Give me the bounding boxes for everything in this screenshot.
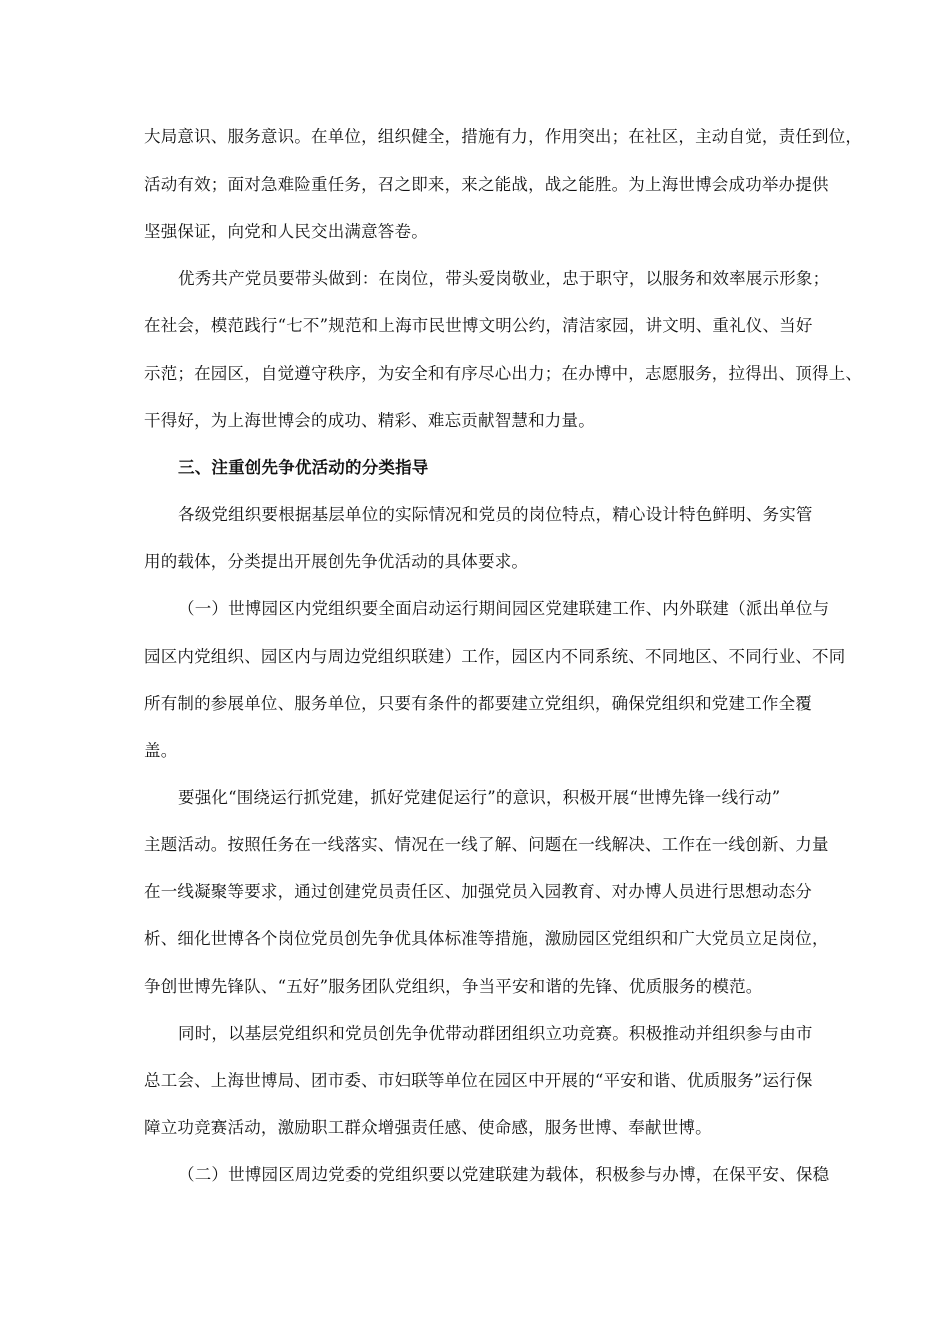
text-line: 示范；在园区，自觉遵守秩序，为安全和有序尽心出力；在办博中，志愿服务，拉得出、顶得上、 [144,364,863,383]
text-line: 活动有效；面对急难险重任务，召之即来，来之能战，战之能胜。为上海世博会成功举办提供 [144,175,829,194]
paragraph-start: 各级党组织要根据基层单位的实际情况和党员的岗位特点，精心设计特色鲜明、务实管 [178,505,813,524]
text-line: 干得好，为上海世博会的成功、精彩、难忘贡献智慧和力量。 [144,411,595,430]
text-line: 坚强保证，向党和人民交出满意答卷。 [144,222,428,241]
paragraph-start: 要强化“围绕运行抓党建，抓好党建促运行”的意识，积极开展“世博先锋一线行动” [178,788,781,807]
text-line: 大局意识、服务意识。在单位，组织健全，措施有力，作用突出；在社区，主动自觉，责任到位， [144,127,863,146]
text-line: 总工会、上海世博局、团市委、市妇联等单位在园区中开展的“平安和谐、优质服务”运行保 [144,1071,813,1090]
text-line: 在一线凝聚等要求，通过创建党员责任区、加强党员入园教育、对办博人员进行思想动态分 [144,882,812,901]
text-line: 主题活动。按照任务在一线落实、情况在一线了解、问题在一线解决、工作在一线创新、力量 [144,835,829,854]
paragraph-start: （一）世博园区内党组织要全面启动运行期间园区党建联建工作、内外联建（派出单位与 [178,599,830,618]
text-line: 园区内党组织、园区内与周边党组织联建）工作，园区内不同系统、不同地区、不同行业、不同 [144,647,846,666]
text-line: 障立功竞赛活动，激励职工群众增强责任感、使命感，服务世博、奉献世博。 [144,1118,712,1137]
text-line: 用的载体，分类提出开展创先争优活动的具体要求。 [144,552,529,571]
paragraph-start: （二）世博园区周边党委的党组织要以党建联建为载体，积极参与办博，在保平安、保稳 [178,1165,830,1184]
paragraph-start: 同时，以基层党组织和党员创先争优带动群团组织立功竞赛。积极推动并组织参与由市 [178,1024,813,1043]
paragraph-start: 优秀共产党员要带头做到：在岗位，带头爱岗敬业，忠于职守，以服务和效率展示形象； [178,269,830,288]
text-line: 所有制的参展单位、服务单位，只要有条件的都要建立党组织，确保党组织和党建工作全覆 [144,694,812,713]
section-heading: 三、注重创先争优活动的分类指导 [178,458,429,477]
text-line: 在社会，模范践行“七不”规范和上海市民世博文明公约，清洁家园，讲文明、重礼仪、当好 [144,316,813,335]
text-line: 析、细化世博各个岗位党员创先争优具体标准等措施，激励园区党组织和广大党员立足岗位， [144,929,829,948]
text-line: 盖。 [144,741,178,760]
text-line: 争创世博先锋队、“五好”服务团队党组织，争当平安和谐的先锋、优质服务的模范。 [144,977,763,996]
